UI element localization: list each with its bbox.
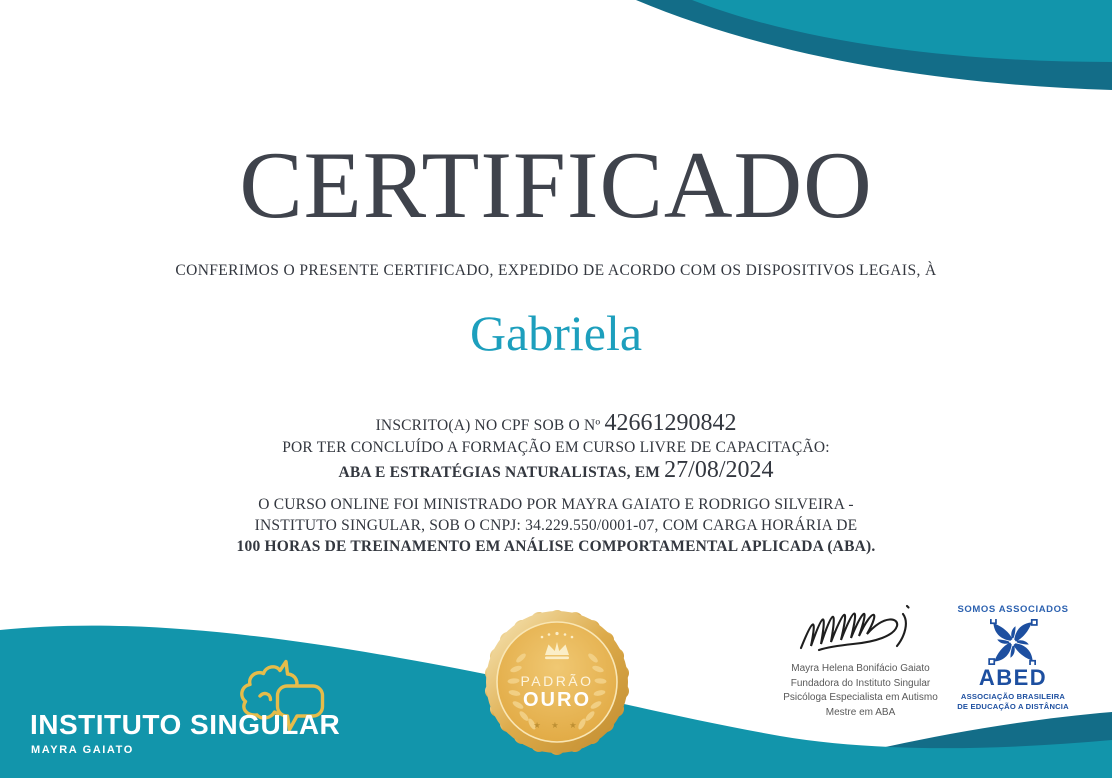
recipient-name: Gabriela <box>469 305 643 361</box>
badge-stars: ★ ★ ★ <box>533 720 581 730</box>
abed-desc-1: ASSOCIAÇÃO BRASILEIRA <box>960 692 1066 701</box>
abed-block <box>948 604 1078 711</box>
badge-line1-text: PADRÃO <box>520 673 594 689</box>
course-details-block <box>0 494 1112 557</box>
details-line-1: O CURSO ONLINE FOI MINISTRADO POR MAYRA GAIATO E RODRIGO SILVEIRA - <box>258 496 854 513</box>
abed-desc-2: DE EDUCAÇÃO A DISTÂNCIA <box>957 701 1069 711</box>
abed-acronym: ABED <box>978 665 1048 690</box>
cpf-line <box>0 412 1112 437</box>
abed-pinwheel-icon <box>987 619 1039 665</box>
signer-name: Mayra Helena Bonifácio Gaiato <box>791 663 930 674</box>
completion-date: 27/08/2024 <box>664 457 774 483</box>
intro-text: CONFERIMOS O PRESENTE CERTIFICADO, EXPEDIDO DE ACORDO COM OS DISPOSITIVOS LEGAIS, À <box>175 262 937 279</box>
institute-name: INSTITUTO SINGULAR <box>30 709 341 740</box>
abed-tagline: SOMOS ASSOCIADOS <box>957 604 1069 615</box>
signer-role-3: Mestre em ABA <box>825 706 896 718</box>
course-intro-line: POR TER CONCLUÍDO A FORMAÇÃO EM CURSO LIVRE DE CAPACITAÇÃO: <box>282 439 830 456</box>
cpf-number: 42661290842 <box>604 410 737 436</box>
course-name: ABA E ESTRATÉGIAS NATURALISTAS, EM <box>338 464 665 481</box>
signer-role-1: Fundadora do Instituto Singular <box>790 677 931 689</box>
enrollment-block <box>0 412 1112 484</box>
details-line-2: INSTITUTO SINGULAR, SOB O CNPJ: 34.229.550/0001-07, COM CARGA HORÁRIA DE <box>254 517 858 534</box>
certificate-title: CERTIFICADO <box>239 132 873 238</box>
top-wave-decoration <box>0 0 1112 110</box>
cpf-label: INSCRITO(A) NO CPF SOB O Nº <box>375 417 605 434</box>
institute-subname: MAYRA GAIATO <box>31 744 134 756</box>
signature-scribble <box>791 596 931 658</box>
course-name-line <box>0 459 1112 484</box>
gold-seal-badge <box>476 606 638 772</box>
signature-block <box>778 596 943 720</box>
signer-role-2: Psicóloga Especialista em Autismo <box>783 692 938 703</box>
badge-line2-text: OURO <box>523 689 591 711</box>
details-line-3: 100 HORAS DE TREINAMENTO EM ANÁLISE COMPORTAMENTAL APLICADA (ABA). <box>236 538 876 555</box>
